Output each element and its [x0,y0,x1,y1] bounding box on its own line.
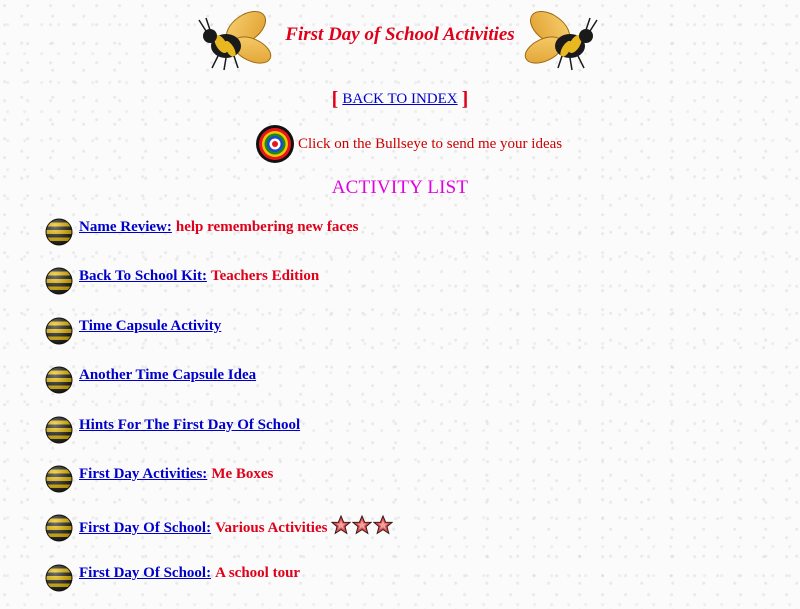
star-icon [373,515,393,535]
bee-ball-bullet-icon [44,415,74,445]
activity-link[interactable]: Time Capsule Activity [79,317,222,334]
bullseye-contact [255,124,562,164]
bullseye-link[interactable] [255,124,295,164]
activity-link[interactable]: Back To School Kit: [79,268,207,285]
activity-desc: Me Boxes [211,465,274,482]
close-bracket: ] [461,88,469,110]
bee-ball-bullet-icon [44,365,74,395]
activity-text [79,362,256,384]
activity-link[interactable]: Another Time Capsule Idea [79,367,257,384]
bullseye-caption: Click on the Bullseye to send me your ideas [298,135,563,152]
activity-list [44,214,744,609]
activity-text [79,560,300,582]
list-item [44,313,744,362]
activity-text [79,412,300,434]
bee-icon [524,6,600,76]
list-item [44,412,744,461]
activity-link[interactable]: Hints For The First Day Of School [79,416,301,433]
activity-link[interactable]: Name Review: [79,219,172,235]
activity-text [79,313,221,335]
list-item [44,214,744,263]
activity-link[interactable]: First Day Of School: [79,520,212,537]
activity-text [79,263,319,285]
bee-ball-bullet-icon [44,464,74,494]
list-item [44,263,744,312]
activity-desc: A school tour [215,564,301,581]
back-to-index-link[interactable]: BACK TO INDEX [342,91,458,107]
bee-icon [196,6,272,76]
activity-link[interactable]: First Day Of School: [79,564,212,581]
list-item [44,461,744,510]
list-item [44,560,744,609]
activity-text [79,510,394,537]
activity-desc: Various Activities [215,520,328,537]
bee-ball-bullet-icon [44,316,74,346]
star-icon [352,515,372,535]
list-item [44,510,744,559]
activity-desc: Teachers Edition [210,268,320,285]
bee-ball-bullet-icon [44,563,74,593]
bee-ball-bullet-icon [44,217,74,247]
activity-link[interactable]: First Day Activities: [79,465,208,482]
activity-text [79,214,359,236]
list-item [44,362,744,411]
bee-ball-bullet-icon [44,266,74,296]
activity-desc: help remembering new faces [175,219,359,235]
page-header [0,0,800,80]
bullseye-icon [255,124,295,164]
open-bracket: [ [331,88,339,110]
section-title: ACTIVITY LIST [331,177,469,198]
back-to-index-nav [0,88,800,111]
star-icon [331,515,351,535]
activity-text [79,461,273,483]
page-title: First Day of School Activities [285,24,515,45]
bee-ball-bullet-icon [44,513,74,543]
star-rating [331,515,394,535]
